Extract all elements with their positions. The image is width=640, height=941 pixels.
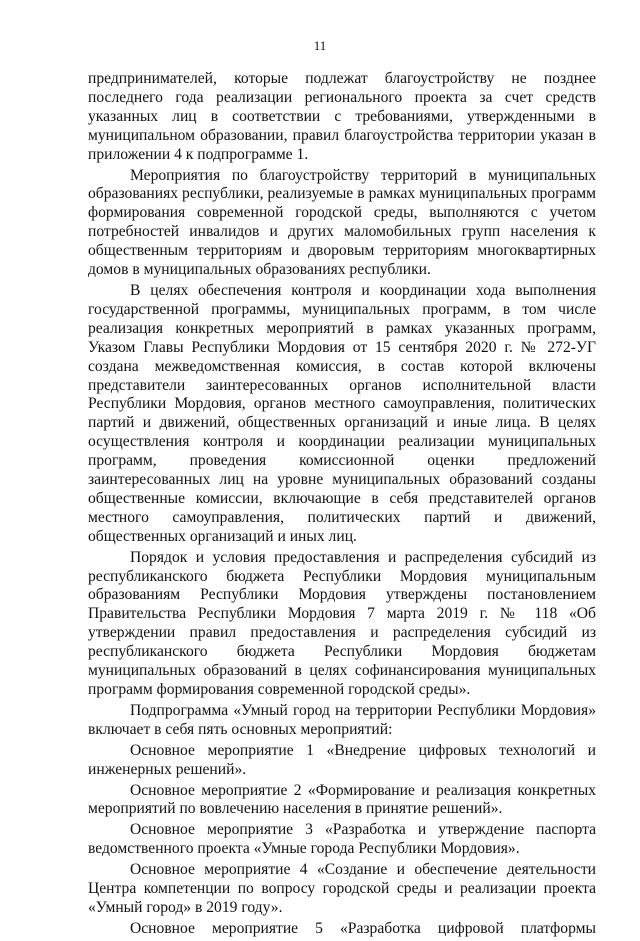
paragraph-10: Основное мероприятие 5 «Разработка цифровой платформы [130, 919, 596, 937]
paragraph-8: Основное мероприятие 3 «Разработка и утверждение паспорта ведомственного проекта «Умные города Республики Мордовия». [88, 821, 596, 858]
paragraph-6: Основное мероприятие 1 «Внедрение цифровых технологий и инженерных решений». [88, 741, 596, 778]
paragraph-1: предпринимателей, которые подлежат благоустройству не позднее последнего года реализации регионального проекта за счет средств указанных лиц в соответствии с требованиями, утвержденными в муниципальном образовании, правил благоустройства территории указан в приложении 4 к подпрограмме 1. [88, 70, 596, 163]
paragraph-9: Основное мероприятие 4 «Создание и обеспечение деятельности Центра компетенции по вопросу городской среды и реализации проекта «Умный город» в 2019 году». [88, 861, 596, 916]
paragraph-4: Порядок и условия предоставления и распределения субсидий из республиканского бюджета Республики Мордовия муниципальным образованиям Республики Мордовия утверждены постановлением Правительства Республики Мордовия 7 марта 2019 г. № 118 «Об утверждении правил предоставления и распределения субсидий из республиканского бюджета Республики Мордовия бюджетам муниципальных образований в целях софинансирования муниципальных программ формирования современной городской среды». [88, 548, 596, 698]
page-number: 11 [313, 38, 327, 53]
paragraph-5: Подпрограмма «Умный город на территории Республики Мордовия» включает в себя пять основных мероприятий: [88, 701, 596, 738]
paragraph-2: Мероприятия по благоустройству территорий в муниципальных образованиях республики, реализуемые в рамках муниципальных программ формирования современной городской среды, выполняются с учетом потребностей инвалидов и других маломобильных групп населения к общественным территориям и дворовым территориям многоквартирных домов в муниципальных образованиях республики. [88, 166, 596, 279]
document-body [88, 70, 596, 941]
paragraph-3: В целях обеспечения контроля и координации хода выполнения государственной программы, муниципальных программ, в том числе реализация конкретных мероприятий в рамках указанных программ, Указом Главы Республики Мордовия от 15 сентября 2020 г. № 272-УГ создана межведомственная комиссия, в состав которой включены представители заинтересованных органов исполнительной власти Республики Мордовия, органов местного самоуправления, политических партий и движений, общественных организаций и иные лица. В целях осуществления контроля и координации реализации муниципальных программ, проведения комиссионной оценки предложений заинтересованных лиц на уровне муниципальных образований созданы общественные комиссии, включающие в себя представителей органов местного самоуправления, политических партий и движений, общественных организаций и иных лиц. [88, 281, 596, 545]
paragraph-7: Основное мероприятие 2 «Формирование и реализация конкретных мероприятий по вовлечению населения в принятие решений». [88, 781, 596, 818]
